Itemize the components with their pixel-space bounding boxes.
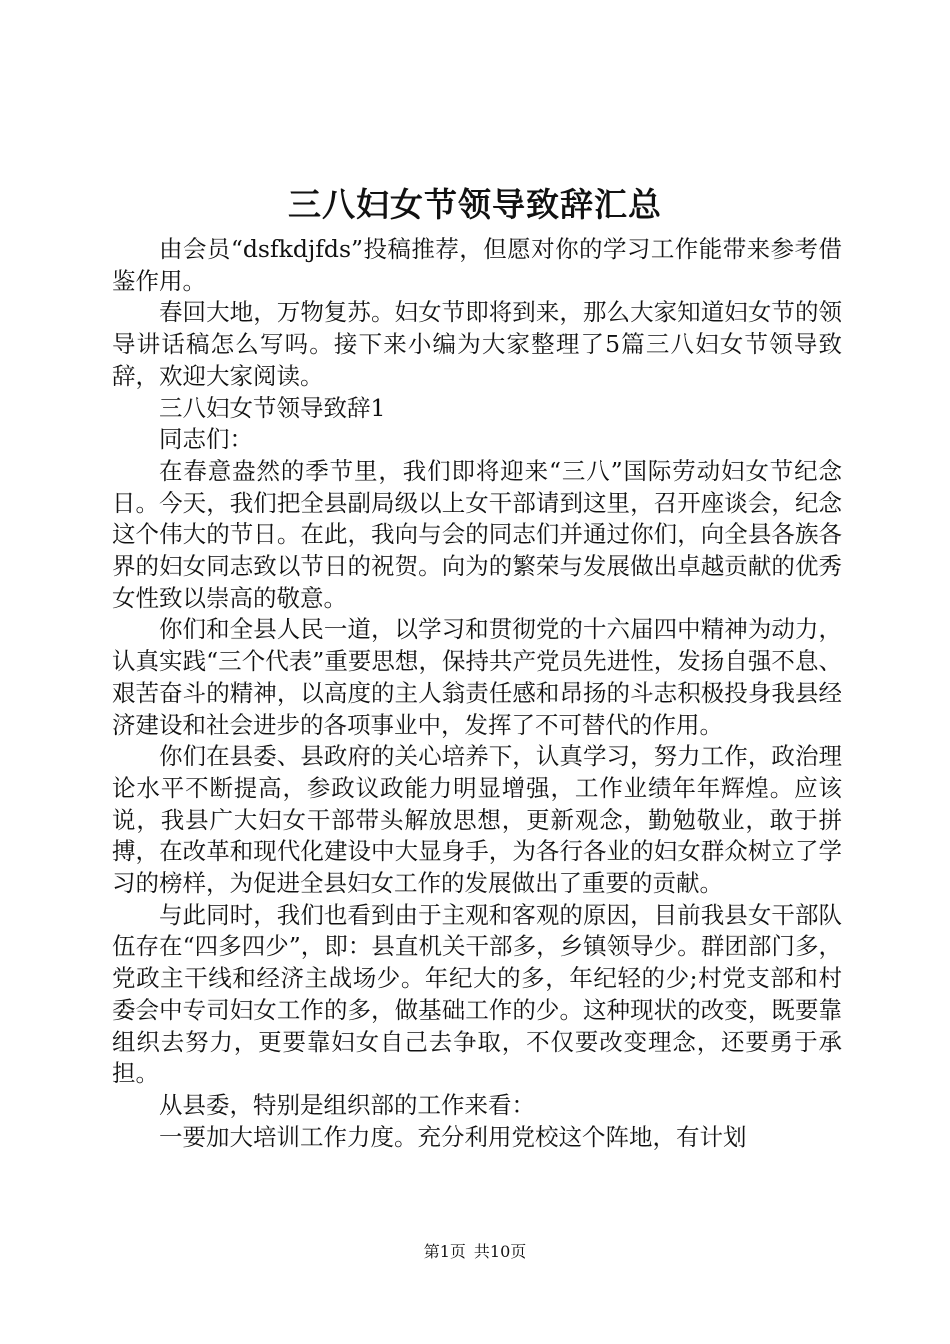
paragraph: 一要加大培训工作力度。充分利用党校这个阵地，有计划 — [159, 1122, 747, 1151]
paragraph: 你们在县委、县政府的关心培养下，认真学习，努力工作，政治理论水平不断提高，参政议政能力明显增强，工作业绩年年辉煌。应该说，我县广大妇女干部带头解放思想，更新观念，勤勉敬业，敢于拼搏，在改革和现代化建设中大显身手，为各行各业的妇女群众树立了学习的榜样，为促进全县妇女工作的发展做出了重要的贡献。 — [112, 742, 842, 898]
page-number: 第1页 — [423, 1242, 466, 1261]
page-footer — [0, 1241, 950, 1263]
paragraph: 与此同时，我们也看到由于主观和客观的原因，目前我县女干部队伍存在“四多四少”，即：县直机关干部多，乡镇领导少。群团部门多，党政主干线和经济主战场少。年纪大的多，年纪轻的少;村党支部和村委会中专司妇女工作的多，做基础工作的少。这种现状的改变，既要靠组织去努力，更要靠妇女自己去争取，不仅要改变理念，还要勇于承担。 — [112, 900, 842, 1088]
paragraph: 在春意盎然的季节里，我们即将迎来“三八”国际劳动妇女节纪念日。今天，我们把全县副局级以上女干部请到这里，召开座谈会，纪念这个伟大的节日。在此，我向与会的同志们并通过你们，向全县各族各界的妇女同志致以节日的祝贺。向为的繁荣与发展做出卓越贡献的优秀女性致以崇高的敬意。 — [112, 456, 842, 612]
paragraph: 春回大地，万物复苏。妇女节即将到来，那么大家知道妇女节的领导讲话稿怎么写吗。接下来小编为大家整理了5篇三八妇女节领导致辞，欢迎大家阅读。 — [112, 298, 842, 390]
document-title: 三八妇女节领导致辞汇总 — [288, 185, 662, 224]
document-body — [112, 234, 842, 1153]
paragraph: 你们和全县人民一道，以学习和贯彻党的十六届四中精神为动力，认真实践“三个代表”重要思想，保持共产党员先进性，发扬自强不息、艰苦奋斗的精神，以高度的主人翁责任感和昂扬的斗志积极投身我县经济建设和社会进步的各项事业中，发挥了不可替代的作用。 — [112, 615, 842, 739]
paragraph: 由会员“dsfkdjfds”投稿推荐，但愿对你的学习工作能带来参考借鉴作用。 — [112, 235, 842, 295]
page-total: 共10页 — [473, 1242, 527, 1261]
section-heading: 三八妇女节领导致辞1 — [159, 393, 386, 422]
paragraph: 从县委，特别是组织部的工作来看： — [159, 1090, 535, 1119]
salutation: 同志们： — [159, 425, 253, 454]
